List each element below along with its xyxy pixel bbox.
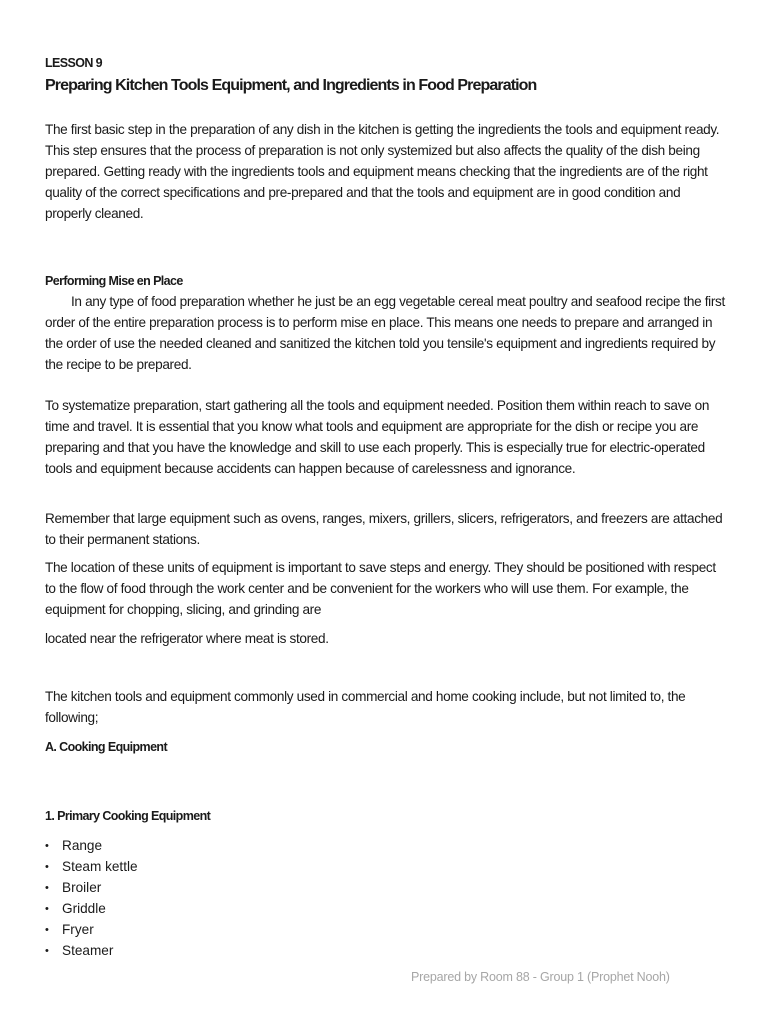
systematize-paragraph: To systematize preparation, start gathering all the tools and equipment needed. Position them within reach to save on time and travel. It is essential that you know what tools and equipment are appropriate for the dish or recipe you are preparing and that you have the knowledge and skill to use each properly. This is especially true for electric-operated tools and equipment because accidents can happen because of carelessness and ignorance.: [45, 398, 710, 476]
list-item: • Griddle: [45, 899, 138, 920]
subsection-heading-primary-cooking: 1. Primary Cooking Equipment: [45, 809, 211, 823]
page-footer: Prepared by Room 88 - Group 1 (Prophet Nooh): [411, 970, 670, 984]
list-item: • Broiler: [45, 878, 138, 899]
list-item: • Steamer: [45, 941, 138, 962]
lesson-label: LESSON 9: [45, 56, 103, 70]
location-paragraph: The location of these units of equipment is important to save steps and energy. They should be positioned with respect to the flow of food through the work center and be convenient for the workers who will use them. For example, the equipment for chopping, slicing, and grinding are: [45, 560, 716, 617]
intro-paragraph: The first basic step in the preparation of any dish in the kitchen is getting the ingredients the tools and equipment ready. This step ensures that the process of preparation is not only systemized but also affects the quality of the dish being prepared. Getting ready with the ingredients tools and equipment means checking that the ingredients are of the right quality of the correct specifications and pre-prepared and that the tools and equipment are in good condition and properly cleaned.: [45, 122, 720, 221]
equipment-list: [45, 836, 138, 961]
mise-en-place-heading: Performing Mise en Place: [45, 274, 183, 288]
mise-en-place-paragraph: In any type of food preparation whether he just be an egg vegetable cereal meat poultry and seafood recipe the first order of the entire preparation process is to perform mise en place. This means one needs to prepare and arranged in the order of use the needed cleaned and sanitized the kitchen told you tensile's equipment and ingredients required by the recipe to be prepared.: [45, 294, 725, 372]
list-item: • Range: [45, 836, 138, 857]
location-paragraph-end: located near the refrigerator where meat is stored.: [45, 631, 329, 646]
list-item: • Steam kettle: [45, 857, 138, 878]
list-item: • Fryer: [45, 920, 138, 941]
remember-paragraph: Remember that large equipment such as ovens, ranges, mixers, grillers, slicers, refrigerators, and freezers are attached to their permanent stations.: [45, 511, 723, 547]
tools-intro-paragraph: The kitchen tools and equipment commonly used in commercial and home cooking include, but not limited to, the following;: [45, 689, 686, 725]
section-heading-cooking-equipment: A. Cooking Equipment: [45, 740, 168, 754]
page-title: Preparing Kitchen Tools Equipment, and Ingredients in Food Preparation: [45, 77, 537, 94]
